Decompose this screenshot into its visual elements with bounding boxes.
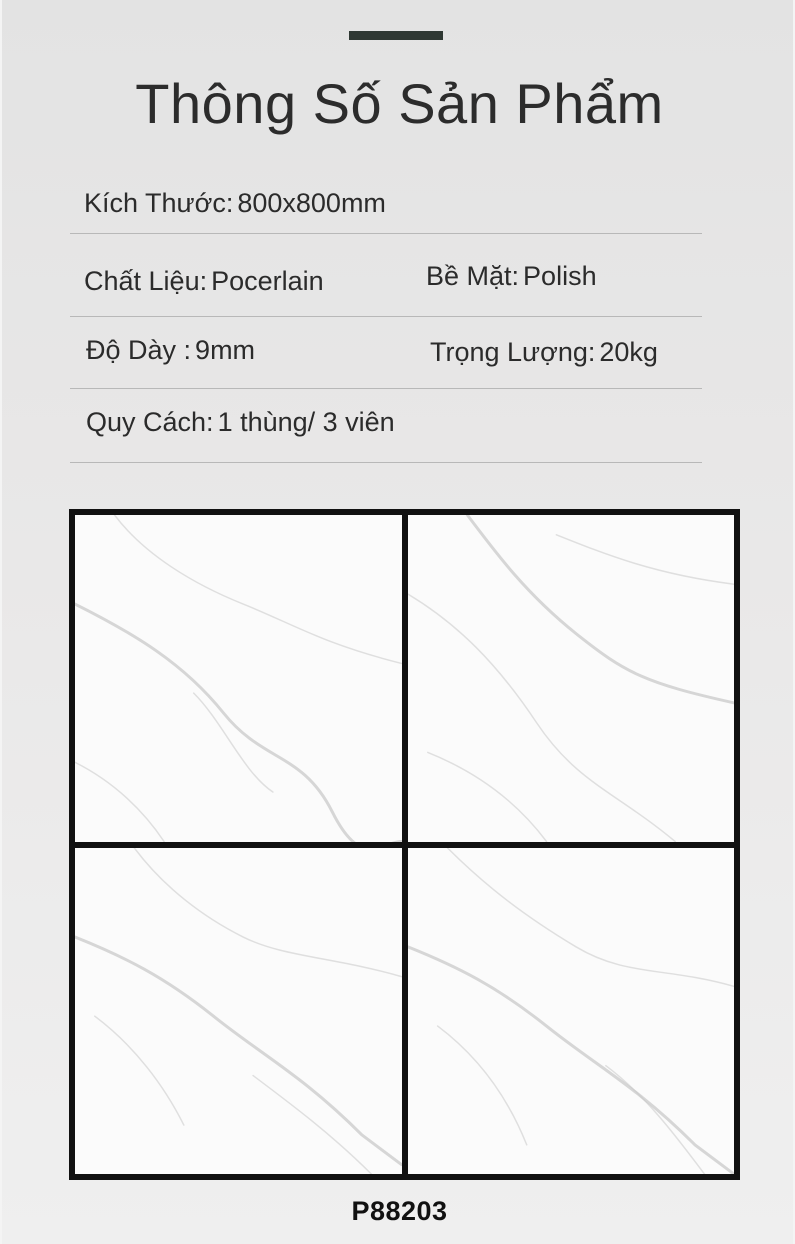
marble-vein: [115, 515, 402, 663]
marble-veins: [75, 848, 402, 1175]
spec-packing-value: 1 thùng/ 3 viên: [217, 407, 395, 437]
spec-weight-value: 20kg: [599, 337, 658, 367]
page-title: Thông Số Sản Phẩm: [135, 72, 664, 135]
marble-vein: [408, 946, 735, 1174]
marble-vein: [75, 937, 402, 1165]
marble-veins: [408, 848, 735, 1175]
marble-vein: [427, 752, 546, 841]
marble-vein: [447, 848, 734, 987]
marble-vein: [134, 848, 401, 977]
header-accent-bar: [349, 31, 443, 40]
marble-tile: [75, 515, 402, 842]
marble-tile: [408, 515, 735, 842]
marble-vein: [467, 515, 734, 703]
marble-vein: [408, 594, 675, 841]
spec-size: [84, 188, 386, 219]
spec-table: [70, 170, 702, 463]
marble-tile: [408, 848, 735, 1175]
marble-veins: [408, 515, 735, 842]
marble-vein: [75, 762, 164, 841]
spec-row-size: [70, 170, 702, 234]
spec-packing: [86, 407, 395, 438]
marble-vein: [75, 604, 402, 841]
spec-surface-value: Polish: [523, 261, 597, 291]
marble-tile: [75, 848, 402, 1175]
spec-weight: [430, 337, 658, 368]
spec-packing-label: Quy Cách:: [86, 407, 214, 437]
tile-preview-grid: [69, 509, 740, 1180]
spec-material-label: Chất Liệu:: [84, 266, 208, 296]
spec-row-packing: [70, 389, 702, 463]
marble-vein: [437, 1026, 526, 1145]
spec-size-label: Kích Thước:: [84, 188, 234, 218]
marble-veins: [75, 515, 402, 842]
spec-thickness-label: Độ Dày :: [86, 335, 192, 365]
spec-row-material-surface: [70, 234, 702, 317]
marble-vein: [95, 1016, 184, 1125]
spec-material: [84, 266, 324, 297]
product-code: P88203: [351, 1196, 448, 1226]
spec-row-thickness-weight: [70, 317, 702, 389]
spec-surface-label: Bề Mặt:: [426, 261, 520, 291]
marble-vein: [556, 535, 734, 584]
marble-vein: [194, 693, 273, 792]
spec-thickness-value: 9mm: [195, 335, 256, 365]
spec-thickness: [86, 335, 255, 366]
spec-material-value: Pocerlain: [211, 266, 324, 296]
spec-size-value: 800x800mm: [237, 188, 386, 218]
spec-surface: [426, 261, 597, 292]
spec-weight-label: Trọng Lượng:: [430, 337, 596, 367]
